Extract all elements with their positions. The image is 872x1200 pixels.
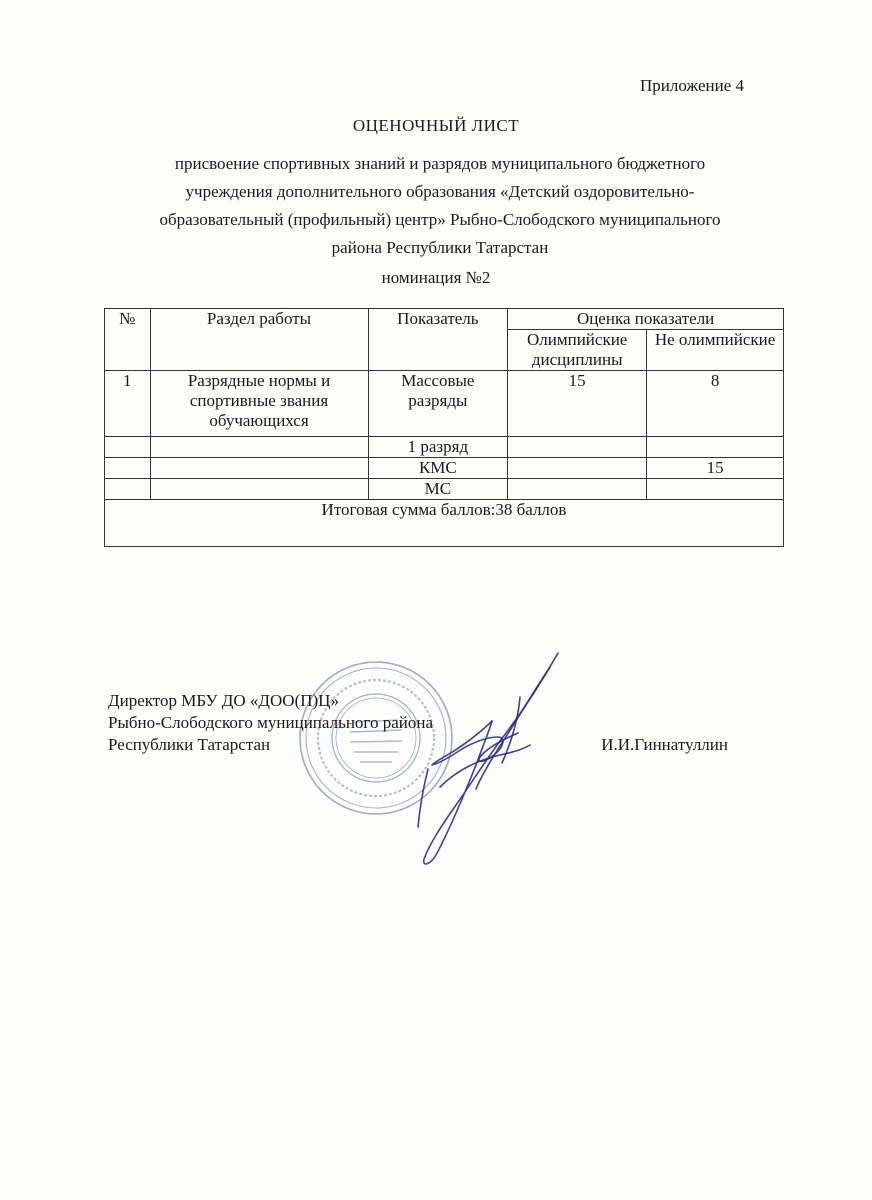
signature-line-3: Республики Татарстан [108,735,271,754]
table-row [105,458,784,479]
subtitle-line: образовательный (профильный) центр» Рыбно-Слободского муниципального [159,210,721,229]
handwritten-signature-icon [380,645,590,875]
signature-line-1: Директор МБУ ДО «ДОО(П)Ц» [108,691,339,710]
subtitle-line: района Республики Татарстан [331,238,549,257]
header-indicator: Показатель [368,309,508,371]
signature-line-2: Рыбно-Слободского муниципального района [108,713,434,732]
table-row [105,479,784,500]
signature-block [108,690,728,756]
cell-non-olympic: 8 [647,371,784,437]
subtitle-line: учреждения дополнительного образования «Детский оздоровительно- [185,182,695,201]
nomination-label: номинация №2 [381,268,491,287]
appendix-label: Приложение 4 [640,76,744,95]
document-title: ОЦЕНОЧНЫЙ ЛИСТ [352,116,520,135]
cell-indicator: 1 разряд [368,437,508,458]
cell-section [150,458,368,479]
cell-olympic [508,458,647,479]
cell-non-olympic: 15 [647,458,784,479]
header-non-olympic: Не олимпийские [647,330,784,371]
cell-section [150,479,368,500]
table-row [105,437,784,458]
header-evaluation: Оценка показатели [508,309,784,330]
header-section: Раздел работы [150,309,368,371]
signatory-name: И.И.Гиннатуллин [601,735,728,754]
cell-olympic [508,479,647,500]
total-row [105,500,784,547]
total-score: Итоговая сумма баллов:38 баллов [105,500,784,547]
document-subtitle [100,150,780,262]
table-header-row [105,309,784,330]
cell-num [105,479,151,500]
cell-olympic [508,437,647,458]
table-row [105,371,784,437]
cell-indicator: МС [368,479,508,500]
cell-olympic: 15 [508,371,647,437]
header-olympic: Олимпийские дисциплины [508,330,647,371]
cell-num: 1 [105,371,151,437]
cell-non-olympic [647,479,784,500]
cell-num [105,437,151,458]
cell-indicator: КМС [368,458,508,479]
cell-non-olympic [647,437,784,458]
cell-section: Разрядные нормы и спортивные звания обучающихся [150,371,368,437]
cell-num [105,458,151,479]
header-num: № [105,309,151,371]
subtitle-line: присвоение спортивных знаний и разрядов муниципального бюджетного [174,154,706,173]
score-table [104,308,784,547]
cell-indicator: Массовые разряды [368,371,508,437]
cell-section [150,437,368,458]
